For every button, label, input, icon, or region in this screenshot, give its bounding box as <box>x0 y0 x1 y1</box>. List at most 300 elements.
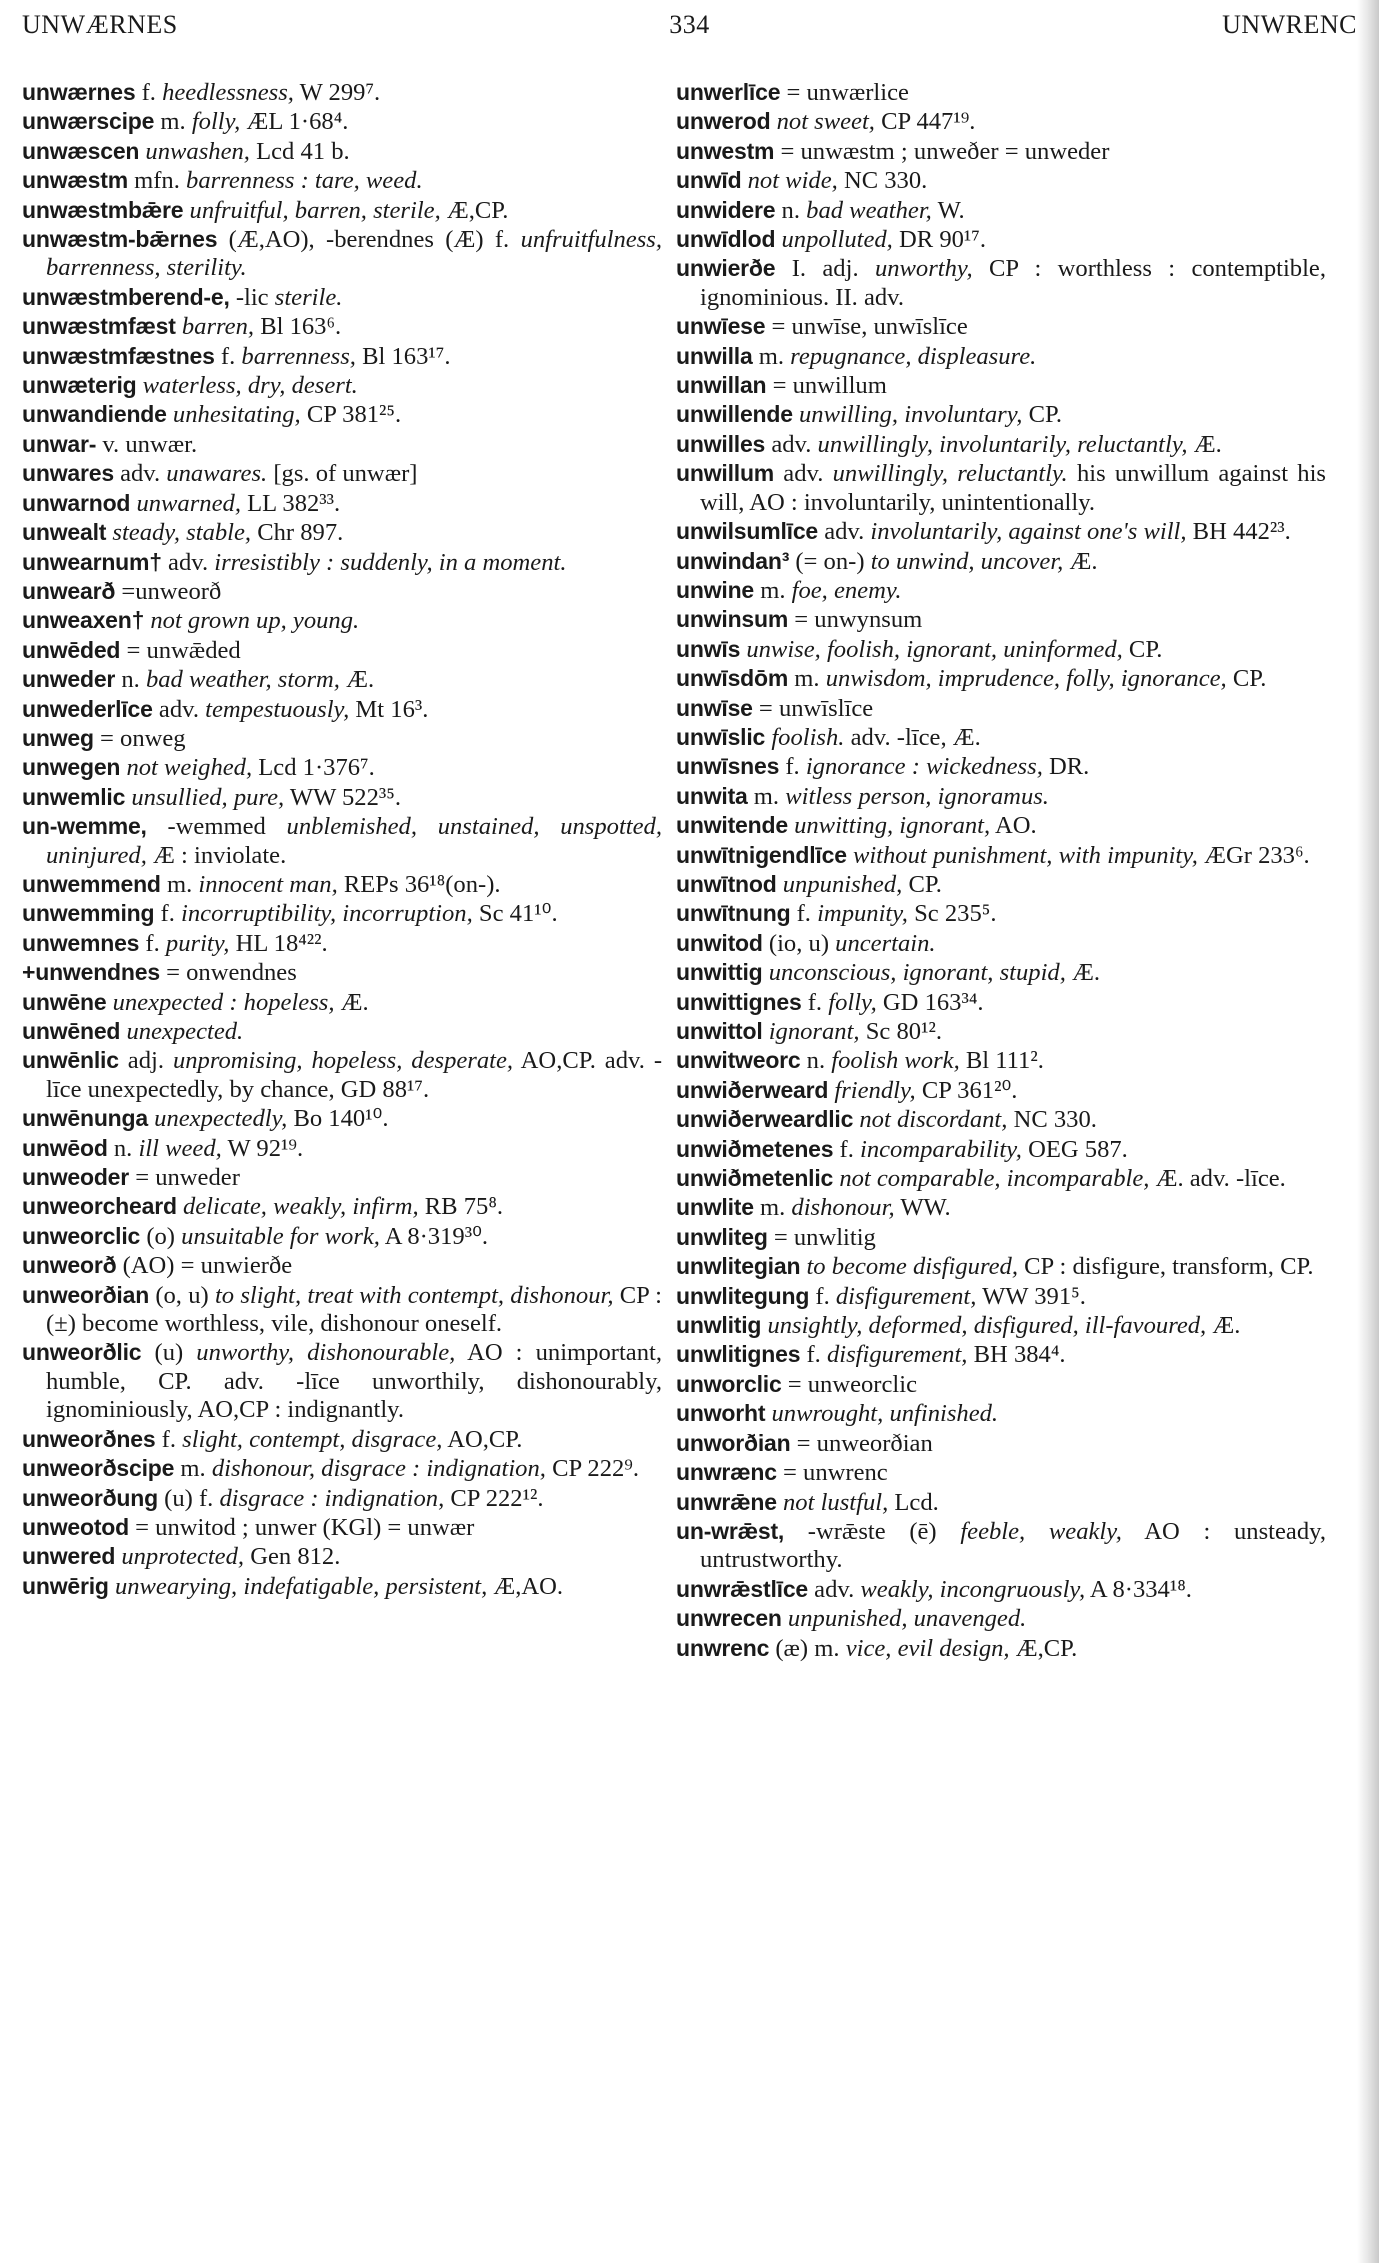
entry-headword: unwearð <box>22 577 116 604</box>
entry-headword: unwīslic <box>676 723 766 750</box>
dictionary-entry <box>22 988 662 1017</box>
entry-reference: BH 384⁴. <box>973 1341 1066 1369</box>
entry-reference: AO,CP. <box>447 1425 523 1453</box>
entry-gloss: unwisdom, imprudence, folly, ignorance, <box>825 665 1227 693</box>
entry-headword: unweorðian <box>22 1281 150 1308</box>
entry-headword: unwillum <box>676 460 775 487</box>
entry-grammar: (u) <box>154 1339 184 1367</box>
entry-grammar: f. <box>220 342 236 370</box>
entry-gloss: unwarned, <box>136 489 241 517</box>
entry-headword: unwierðe <box>676 255 776 282</box>
entry-grammar: = unweorclic <box>787 1370 917 1398</box>
dictionary-entry <box>676 723 1326 752</box>
entry-headword: unwidere <box>676 196 776 223</box>
entry-headword: unwindan³ <box>676 547 790 574</box>
dictionary-entry <box>676 870 1326 899</box>
entry-grammar: (Æ,AO), -berendnes (Æ) f. <box>228 226 510 254</box>
entry-gloss: delicate, weakly, infirm, <box>182 1193 419 1221</box>
entry-grammar: adv. <box>158 695 199 723</box>
entry-reference: CP 222¹². <box>450 1484 544 1512</box>
entry-headword: unwittignes <box>676 988 802 1015</box>
entry-grammar: = unwīse, unwīslīce <box>771 313 968 341</box>
entry-reference: Æ. <box>346 666 375 694</box>
entry-headword: unwar- <box>22 430 97 457</box>
entry-headword: unwederlīce <box>22 695 153 722</box>
entry-headword: unwittig <box>676 959 763 986</box>
dictionary-entry <box>22 695 662 724</box>
dictionary-entry <box>676 605 1326 634</box>
dictionary-entry <box>22 225 662 283</box>
dictionary-entry <box>22 371 662 400</box>
dictionary-entry <box>22 899 662 928</box>
entry-headword: unwearnum† <box>22 548 162 575</box>
entry-reference: BH 442²³. <box>1192 518 1291 546</box>
entry-headword: unwītnod <box>676 870 777 897</box>
entry-gloss: unwillingly, involuntarily, reluctantly, <box>817 430 1188 458</box>
dictionary-entry <box>22 196 662 225</box>
entry-gloss: bad weather, storm, <box>145 666 340 694</box>
entry-headword: unwlitignes <box>676 1341 801 1368</box>
entry-gloss: barrenness, <box>241 342 356 370</box>
dictionary-entry <box>22 1454 662 1483</box>
entry-reference: CP. <box>1232 665 1267 693</box>
dictionary-entry <box>676 1488 1326 1517</box>
dictionary-entry <box>22 166 662 195</box>
entry-headword: unwrenc <box>676 1634 770 1661</box>
dictionary-entry <box>22 724 662 753</box>
entry-reference: Lcd 41 b. <box>256 137 350 165</box>
entry-gloss: unconscious, ignorant, stupid, <box>768 959 1066 987</box>
entry-gloss: ignorance : wickedness, <box>805 753 1043 781</box>
entry-gloss: not lustful, <box>783 1488 889 1516</box>
entry-reference: WW. <box>900 1194 951 1222</box>
entry-gloss: unwilling, involuntary, <box>799 401 1023 429</box>
dictionary-entry <box>676 254 1326 312</box>
entry-gloss: impunity, <box>817 900 908 928</box>
entry-grammar: = unweorðian <box>796 1429 933 1457</box>
dictionary-entry <box>676 1340 1326 1369</box>
entry-reference: CP 361²⁰. <box>921 1076 1018 1104</box>
entry-gloss: unpolluted, <box>781 226 893 254</box>
entry-gloss: foe, enemy. <box>791 576 902 604</box>
entry-headword: unwēnunga <box>22 1105 148 1132</box>
dictionary-entry <box>22 929 662 958</box>
dictionary-entry <box>676 1193 1326 1222</box>
entry-gloss: incomparability, <box>860 1135 1022 1163</box>
dictionary-entry <box>676 988 1326 1017</box>
dictionary-entry <box>676 371 1326 400</box>
entry-headword: unwilla <box>676 342 753 369</box>
entry-reference: CP 222⁹. <box>552 1455 640 1483</box>
entry-gloss: to slight, treat with contempt, dishonour, <box>214 1281 614 1309</box>
entry-headword: unwestm <box>676 137 775 164</box>
dictionary-entry <box>676 1399 1326 1428</box>
entry-headword: unwiðerweardlic <box>676 1106 854 1133</box>
entry-gloss: foolish. <box>771 723 845 751</box>
entry-grammar: (AO) = unwierðe <box>122 1252 293 1280</box>
entry-headword: +unwendnes <box>22 959 160 986</box>
entry-gloss: tempestuously, <box>205 695 350 723</box>
entry-grammar: = unwillum <box>772 372 887 400</box>
entry-grammar: m. <box>759 1194 786 1222</box>
entry-headword: unwilsumlīce <box>676 518 819 545</box>
entry-headword: unwēnlic <box>22 1047 119 1074</box>
dictionary-entry <box>676 782 1326 811</box>
entry-grammar: = unwynsum <box>794 606 923 634</box>
entry-reference: REPs 36¹⁸(on-). <box>343 870 501 898</box>
entry-grammar: n. <box>113 1134 133 1162</box>
entry-gloss: unsuitable for work, <box>181 1222 380 1250</box>
entry-grammar: -lic <box>235 283 269 311</box>
entry-gloss: folly, <box>828 988 877 1016</box>
entry-grammar: adv. <box>783 460 824 488</box>
entry-headword: unweorðung <box>22 1484 158 1511</box>
dictionary-entry <box>22 1572 662 1601</box>
page-edge-shadow <box>1357 0 1379 2263</box>
entry-gloss: unwitting, ignorant, <box>794 812 991 840</box>
entry-headword: unweoder <box>22 1164 130 1191</box>
dictionary-entry <box>676 166 1326 195</box>
entry-reference: NC 330. <box>1013 1106 1097 1134</box>
entry-gloss: vice, evil design, <box>845 1634 1010 1662</box>
entry-gloss: unsullied, pure, <box>131 783 285 811</box>
dictionary-entry <box>676 694 1326 723</box>
entry-reference: WW 522³⁵. <box>289 783 401 811</box>
entry-gloss: unfruitful, barren, sterile, <box>189 196 441 224</box>
dictionary-entry <box>22 783 662 812</box>
dictionary-entry <box>676 1311 1326 1340</box>
dictionary-entry <box>676 899 1326 928</box>
entry-headword: unwēne <box>22 988 107 1015</box>
entry-headword: unwine <box>676 576 755 603</box>
entry-gloss: heedlessness, <box>162 79 294 106</box>
entry-gloss: not sweet, <box>776 108 875 136</box>
entry-gloss: unawares. <box>166 460 268 488</box>
entry-reference: AO,CP. adv. -līce unexpectedly, by chance, GD 88¹⁷. <box>46 1047 663 1103</box>
dictionary-entry <box>676 1282 1326 1311</box>
entry-headword: unwliteg <box>676 1223 768 1250</box>
entry-headword: unweorclic <box>22 1222 141 1249</box>
entry-grammar: adv. <box>824 518 865 546</box>
entry-reference: Sc 41¹⁰. <box>478 900 558 928</box>
entry-gloss: repugnance, displeasure. <box>790 342 1037 370</box>
entry-grammar: m. <box>794 665 820 693</box>
entry-grammar: f. <box>145 929 160 957</box>
entry-gloss: irresistibly : suddenly, in a moment. <box>214 548 567 576</box>
entry-headword: unwitende <box>676 812 788 839</box>
dictionary-entry <box>22 1484 662 1513</box>
entry-grammar: adv. <box>168 548 209 576</box>
entry-grammar: f. <box>806 1341 821 1369</box>
entry-grammar: = onweg <box>100 724 186 752</box>
dictionary-entry <box>676 547 1326 576</box>
entry-headword: unworðian <box>676 1429 791 1456</box>
entry-headword: unwlitegian <box>676 1253 801 1280</box>
dictionary-entry <box>22 636 662 665</box>
dictionary-entry <box>22 870 662 899</box>
entry-grammar: n. <box>121 666 140 694</box>
entry-reference: LL 382³³. <box>247 489 341 517</box>
entry-headword: unwilles <box>676 430 766 457</box>
entry-headword: unwlite <box>676 1194 754 1221</box>
entry-gloss: innocent man, <box>198 870 338 898</box>
entry-reference: Æ. adv. -līce. <box>1155 1165 1286 1193</box>
entry-reference: AO : unimportant, humble, CP. adv. -līce unworthily, dishonourably, ignominiously, AO,CP : indignantly. <box>46 1339 662 1424</box>
entry-grammar: (æ) m. <box>775 1634 840 1662</box>
entry-gloss: ignorant, <box>768 1018 860 1045</box>
dictionary-entry <box>22 958 662 987</box>
entry-headword: unwæstmfæstnes <box>22 342 215 369</box>
dictionary-entry <box>22 1425 662 1454</box>
entry-headword: unwares <box>22 460 114 487</box>
dictionary-entry <box>676 1634 1326 1663</box>
entry-headword: unwiðmetenlic <box>676 1165 834 1192</box>
entry-reference: ÆGr 233⁶. <box>1204 841 1310 869</box>
entry-headword: unwīs <box>676 635 741 662</box>
entry-headword: unwerlīce <box>676 79 781 105</box>
dictionary-entry <box>676 107 1326 136</box>
entry-headword: unwealt <box>22 519 107 546</box>
entry-grammar: v. unwær. <box>102 430 198 458</box>
dictionary-entry <box>676 1017 1326 1046</box>
entry-gloss: unpunished, unavenged. <box>787 1605 1027 1633</box>
entry-grammar: adv. <box>120 460 161 488</box>
entry-gloss: disfigurement, <box>826 1341 968 1369</box>
running-header <box>22 10 1357 50</box>
entry-gloss: unfruitfulness, barrenness, sterility. <box>46 226 662 282</box>
dictionary-entry <box>22 312 662 341</box>
entry-headword: unwlitig <box>676 1312 762 1339</box>
dictionary-entry <box>22 489 662 518</box>
dictionary-entry <box>22 137 662 166</box>
entry-gloss: to become disfigured, <box>806 1253 1018 1281</box>
entry-reference: Bo 140¹⁰. <box>293 1105 389 1133</box>
entry-grammar: adv. <box>771 430 812 458</box>
entry-headword: unwēod <box>22 1134 108 1161</box>
entry-grammar: m. <box>160 108 186 136</box>
entry-reference: Bl 163¹⁷. <box>362 342 451 370</box>
entry-headword: unwærscipe <box>22 108 155 135</box>
entry-grammar: m. <box>758 342 784 370</box>
entry-headword: unworht <box>676 1400 766 1427</box>
entry-headword: unwæstmbǣre <box>22 196 184 223</box>
entry-grammar: m. <box>166 870 193 898</box>
entry-gloss: waterless, dry, desert. <box>142 372 358 400</box>
dictionary-entry <box>676 342 1326 371</box>
dictionary-entry <box>676 137 1326 166</box>
entry-headword: unwandiende <box>22 401 167 428</box>
header-right-guideword: UNWRENC <box>1222 10 1357 39</box>
entry-headword: unwrecen <box>676 1605 782 1632</box>
entry-gloss: not weighed, <box>126 754 253 782</box>
entry-reference: CP : disfigure, transform, CP. <box>1024 1253 1314 1281</box>
entry-grammar: f. <box>839 1135 854 1163</box>
entry-gloss: unworthy, <box>874 255 973 283</box>
entry-headword: unwemnes <box>22 929 140 956</box>
dictionary-entry <box>22 665 662 694</box>
dictionary-entry <box>676 78 1326 107</box>
entry-grammar: f. <box>160 900 175 928</box>
entry-headword: unwæstmberend-e, <box>22 283 230 310</box>
dictionary-entry <box>676 1604 1326 1633</box>
dictionary-entry <box>676 1370 1326 1399</box>
entry-reference: AO. <box>994 812 1037 840</box>
entry-headword: unwiðerweard <box>676 1076 829 1103</box>
entry-headword: unwita <box>676 782 748 809</box>
entry-gloss: to unwind, uncover, <box>870 547 1064 575</box>
entry-reference: CP. <box>1128 635 1163 663</box>
dictionary-entry <box>676 1223 1326 1252</box>
dictionary-entry <box>676 1164 1326 1193</box>
entry-headword: unweorðlic <box>22 1339 142 1366</box>
entry-reference: OEG 587. <box>1028 1135 1128 1163</box>
entry-grammar: = unwæstm ; unweðer = unweder <box>780 137 1110 165</box>
entry-grammar: (o) <box>146 1222 175 1250</box>
dictionary-entry <box>22 430 662 459</box>
entry-headword: unwæstmfæst <box>22 313 176 340</box>
entry-headword: unweg <box>22 724 94 751</box>
right-column <box>676 78 1326 1663</box>
entry-gloss: foolish work, <box>831 1047 960 1075</box>
entry-grammar: f. <box>807 988 823 1016</box>
entry-reference: Mt 16³. <box>355 695 429 723</box>
entry-gloss: purity, <box>165 929 230 957</box>
dictionary-entry <box>676 635 1326 664</box>
dictionary-entry <box>676 459 1326 517</box>
entry-headword: unwlitegung <box>676 1282 810 1309</box>
entry-gloss: barren, <box>181 313 255 341</box>
dictionary-entry <box>22 107 662 136</box>
entry-headword: unwītnigendlīce <box>676 841 847 868</box>
entry-reference: Gen 812. <box>250 1543 341 1571</box>
entry-headword: unwīdlod <box>676 226 776 253</box>
entry-reference: W 299⁷. <box>299 79 381 106</box>
entry-gloss: unwashen, <box>145 137 250 165</box>
dictionary-entry <box>22 342 662 371</box>
entry-headword: unweorðscipe <box>22 1455 175 1482</box>
entry-reference: CP 381²⁵. <box>306 401 402 429</box>
entry-reference: DR. <box>1049 753 1090 781</box>
dictionary-entry <box>22 400 662 429</box>
entry-gloss: unprotected, <box>121 1543 245 1571</box>
entry-headword: unwēded <box>22 636 121 663</box>
entry-reference: Æ,CP. <box>446 196 509 224</box>
entry-gloss: unexpected : hopeless, <box>112 988 335 1016</box>
entry-headword: unwittol <box>676 1018 763 1044</box>
entry-reference: Æ. <box>340 988 369 1016</box>
entry-grammar: (u) f. <box>164 1484 214 1512</box>
entry-headword: unwæscen <box>22 137 140 164</box>
entry-grammar: = unwlitig <box>773 1223 876 1251</box>
entry-reference: CP 447¹⁹. <box>881 108 976 136</box>
entry-grammar: = unwitod ; unwer (KGl) = unwær <box>135 1513 475 1541</box>
entry-headword: unweorð <box>22 1252 117 1279</box>
entry-gloss: unblemished, unstained, unspotted, uninjured, <box>46 813 662 869</box>
page-number: 334 <box>669 10 710 39</box>
entry-reference: CP. <box>1028 401 1063 429</box>
dictionary-entry <box>676 1105 1326 1134</box>
entry-grammar: = unweder <box>135 1164 240 1192</box>
entry-grammar: =unweorð <box>121 577 222 605</box>
dictionary-entry <box>676 664 1326 693</box>
entry-grammar: (= on-) <box>795 547 865 575</box>
dictionary-entry <box>676 1458 1326 1487</box>
dictionary-entry <box>676 752 1326 781</box>
entry-headword: unwillende <box>676 401 793 428</box>
entry-reference: [gs. of unwær] <box>273 460 418 488</box>
entry-grammar: adj. <box>127 1047 164 1075</box>
dictionary-entry <box>676 929 1326 958</box>
entry-headword: unwæstm <box>22 167 128 194</box>
dictionary-entry <box>22 78 662 107</box>
entry-gloss: unexpectedly, <box>154 1105 288 1133</box>
entry-reference: Sc 235⁵. <box>914 900 997 928</box>
entry-headword: unweotod <box>22 1513 129 1540</box>
entry-gloss: unwrought, unfinished. <box>771 1400 999 1428</box>
entry-gloss: sterile. <box>274 283 343 311</box>
dictionary-entry <box>676 576 1326 605</box>
entry-headword: unwitweorc <box>676 1047 801 1074</box>
entry-headword: unwitod <box>676 929 763 956</box>
entry-headword: un-wrǣst, <box>676 1517 785 1544</box>
entry-reference: his unwillum against his will, AO : involuntarily, unintentionally. <box>700 460 1326 516</box>
entry-headword: unwered <box>22 1543 116 1570</box>
entry-headword: unwarnod <box>22 489 131 516</box>
entry-gloss: friendly, <box>834 1076 916 1104</box>
entry-headword: unwæterig <box>22 372 137 399</box>
entry-reference: Bl 163⁶. <box>260 313 342 341</box>
dictionary-entry <box>22 606 662 635</box>
entry-headword: un-wemme, <box>22 813 147 840</box>
entry-grammar: (io, u) <box>768 929 830 957</box>
entry-grammar: = onwendnes <box>166 959 297 987</box>
dictionary-entry <box>22 1192 662 1221</box>
dictionary-entry <box>22 1017 662 1046</box>
entry-reference: GD 163³⁴. <box>882 988 984 1016</box>
entry-reference: ÆL 1·68⁴. <box>246 108 349 136</box>
entry-headword: unwerod <box>676 108 771 135</box>
entry-reference: Lcd. <box>894 1488 939 1516</box>
left-column <box>22 78 662 1601</box>
dictionary-entry <box>676 1517 1326 1575</box>
entry-gloss: disfigurement, <box>835 1282 977 1310</box>
entry-gloss: involuntarily, against one's will, <box>870 518 1187 546</box>
dictionary-entry <box>22 753 662 782</box>
entry-reference: Lcd 1·376⁷. <box>258 754 375 782</box>
entry-gloss: without punishment, with impunity, <box>852 841 1198 869</box>
dictionary-entry <box>22 459 662 488</box>
dictionary-entry <box>22 1163 662 1192</box>
entry-grammar: n. <box>806 1047 826 1075</box>
entry-gloss: not grown up, young. <box>150 607 360 635</box>
dictionary-entry <box>22 1104 662 1133</box>
entry-headword: unweorðnes <box>22 1425 156 1452</box>
entry-headword: unwiðmetenes <box>676 1135 834 1162</box>
dictionary-entry <box>676 400 1326 429</box>
entry-reference: AO : unsteady, untrustworthy. <box>700 1517 1326 1574</box>
dictionary-entry <box>22 1281 662 1339</box>
entry-grammar: = unwærlice <box>786 79 909 106</box>
entry-grammar: m. <box>180 1455 206 1483</box>
entry-headword: unwrænc <box>676 1459 777 1486</box>
dictionary-entry <box>676 1076 1326 1105</box>
entry-grammar: n. <box>781 196 800 224</box>
dictionary-entry <box>676 1046 1326 1075</box>
entry-reference: adv. -līce, Æ. <box>850 723 981 751</box>
dictionary-entry <box>676 811 1326 840</box>
entry-headword: unwemming <box>22 900 155 927</box>
entry-reference: WW 391⁵. <box>982 1282 1086 1310</box>
